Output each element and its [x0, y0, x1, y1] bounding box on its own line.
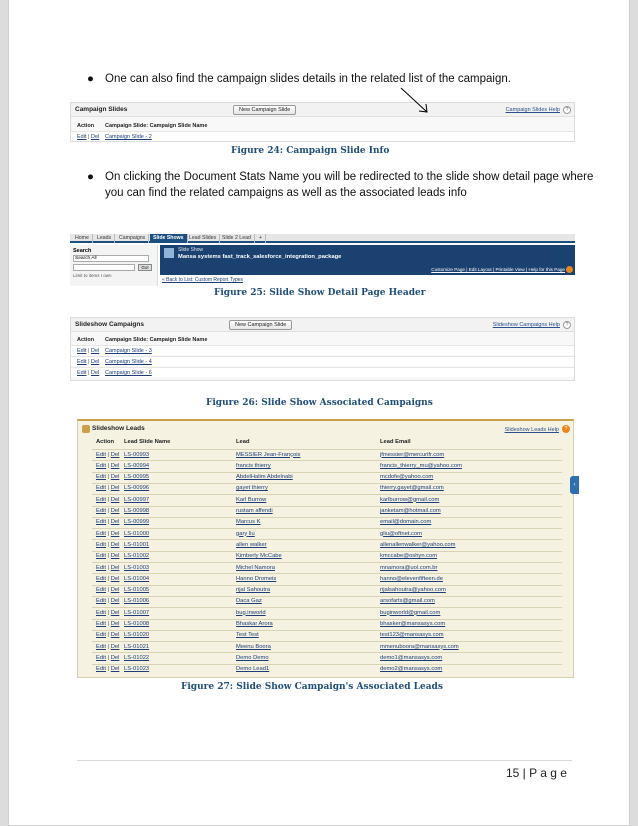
- tab-bar: [70, 234, 575, 243]
- table-row: Edit | Del LS-01006 Daca Gaz arsofarts@gmail.com: [92, 596, 562, 607]
- campaign-slides-help-link[interactable]: Campaign Slides Help: [505, 107, 560, 113]
- lead-email-link[interactable]: email@domain.com: [380, 519, 432, 526]
- document-page: [8, 0, 630, 826]
- lead-link[interactable]: Demo Demo: [236, 654, 269, 661]
- del-link[interactable]: Del: [110, 553, 120, 560]
- back-to-list-link[interactable]: « Back to List: Custom Report Types: [162, 277, 244, 283]
- lead-email-link[interactable]: kmccabe@oshyn.com: [380, 553, 438, 560]
- column-header-action: Action: [96, 439, 115, 445]
- slide-show-detail-header: [70, 228, 575, 286]
- del-link[interactable]: Del: [90, 359, 100, 365]
- column-header-name: Campaign Slide: Campaign Slide Name: [105, 123, 208, 129]
- new-campaign-slide-button[interactable]: New Campaign Slide: [233, 105, 296, 115]
- lead-slide-link[interactable]: LS-01006: [124, 598, 150, 605]
- lead-link[interactable]: allen walker: [236, 541, 267, 548]
- table-row: Edit | Del LS-00999 Marcus K email@domain.com: [92, 517, 562, 528]
- lead-link[interactable]: MESSIER Jean-François: [236, 451, 301, 458]
- search-sidebar: [70, 245, 158, 286]
- column-header-lead: Lead: [236, 439, 250, 445]
- table-row: Edit | Del LS-01000 gary liu gliu@oftnet.com: [92, 528, 562, 539]
- table-row: Edit | Del LS-01003 Michel Namora mnamora@uol.com.br: [92, 562, 562, 573]
- table-row: Edit | Del LS-01001 allen walker allenallenwalker@yahoo.com: [92, 539, 562, 550]
- lead-link[interactable]: Marcus K: [236, 519, 261, 526]
- del-link[interactable]: Del: [110, 575, 120, 582]
- tab-add[interactable]: +: [256, 234, 266, 243]
- slide-show-icon: [164, 248, 174, 258]
- limit-checkbox-label[interactable]: Limit to items I own: [73, 273, 112, 278]
- lead-email-link[interactable]: janketam@hotmail.com: [380, 508, 441, 514]
- related-list-title: Slideshow Leads: [92, 425, 145, 432]
- table-row: Edit | Del Campaign Slide - 6: [71, 367, 574, 377]
- lead-link[interactable]: Meenu Boora: [236, 643, 271, 650]
- related-list-title: Slideshow Campaigns: [75, 321, 144, 328]
- edit-link[interactable]: Edit: [96, 609, 106, 616]
- lead-slide-link[interactable]: LS-01020: [124, 632, 150, 639]
- lead-link[interactable]: rustam affendi: [236, 508, 273, 514]
- table-row: Edit | Del LS-00998 rustam affendi janketam@hotmail.com: [92, 506, 562, 517]
- del-link[interactable]: Del: [110, 609, 120, 616]
- column-header-action: Action: [77, 337, 95, 343]
- edit-link[interactable]: Edit: [96, 621, 106, 627]
- column-header-lead-slide-name: Lead Slide Name: [124, 439, 171, 445]
- edit-link[interactable]: Edit: [96, 451, 106, 458]
- edit-link[interactable]: Edit: [96, 666, 106, 673]
- slideshow-leads-help-link[interactable]: Slideshow Leads Help: [504, 427, 559, 433]
- campaign-slide-link[interactable]: Campaign Slide - 6: [105, 370, 152, 376]
- lead-link[interactable]: bug.inworld: [236, 609, 266, 616]
- edit-link[interactable]: Edit: [77, 359, 87, 365]
- del-link[interactable]: Del: [110, 598, 120, 605]
- del-link[interactable]: Del: [110, 496, 120, 503]
- campaign-slide-link[interactable]: Campaign Slide - 2: [105, 134, 152, 140]
- lead-email-link[interactable]: mmenuboora@mansasys.com: [380, 643, 459, 650]
- related-list-title: Campaign Slides: [75, 106, 128, 113]
- lead-slide-link[interactable]: LS-01001: [124, 541, 150, 548]
- del-link[interactable]: Del: [110, 632, 120, 639]
- tab-lead-slides[interactable]: Lead Slides: [186, 234, 220, 243]
- lead-email-link[interactable]: hanno@elevenfifteen.de: [380, 575, 443, 582]
- lead-link[interactable]: Karl Burrow: [236, 496, 267, 503]
- lead-slide-link[interactable]: LS-01003: [124, 564, 150, 571]
- table-row: Edit | Del LS-01002 Kimberly McCabe kmccabe@oshyn.com: [92, 551, 562, 562]
- lead-slide-link[interactable]: LS-01005: [124, 587, 150, 594]
- search-go-button[interactable]: Go!: [138, 264, 152, 271]
- lead-link[interactable]: gayet thierry: [236, 485, 268, 492]
- lead-email-link[interactable]: test123@mansasys.com: [380, 632, 444, 639]
- bullet-campaign-slides: [87, 72, 607, 88]
- table-row: Edit | Del Campaign Slide - 4: [71, 356, 574, 366]
- lead-slide-link[interactable]: LS-00998: [124, 508, 150, 514]
- tab-slide-2-lead[interactable]: Slide 2 Lead: [219, 234, 255, 243]
- tab-home[interactable]: Home: [72, 234, 93, 243]
- figure-26-caption: Figure 26: Slide Show Associated Campaigns: [206, 398, 433, 408]
- lead-email-link[interactable]: demo1@mansasys.com: [380, 654, 443, 661]
- del-link[interactable]: Del: [110, 519, 120, 526]
- edit-link[interactable]: Edit: [96, 553, 106, 560]
- bullet-text-line-1: On clicking the Document Stats Name you will be redirected to the slide show detail page where: [105, 171, 594, 183]
- lead-email-link[interactable]: demo2@mansasys.com: [380, 666, 443, 673]
- lead-slide-link[interactable]: LS-00995: [124, 474, 150, 481]
- campaign-slides-related-list: [70, 102, 575, 142]
- lead-email-link[interactable]: buginworld@gmail.com: [380, 609, 441, 616]
- lead-link[interactable]: Demo Lead1: [236, 666, 270, 673]
- lead-slide-link[interactable]: LS-00994: [124, 462, 150, 469]
- column-header-action: Action: [77, 123, 95, 129]
- table-row: Edit | Del LS-00995 AbdelHalim Abdelnabi mcdofe@yahoo.com: [92, 472, 562, 483]
- lead-slide-link[interactable]: LS-01021: [124, 643, 150, 650]
- edit-link[interactable]: Edit: [96, 496, 106, 503]
- edit-link[interactable]: Edit: [96, 654, 106, 661]
- figure-24-caption: Figure 24: Campaign Slide Info: [231, 146, 390, 156]
- tab-campaigns[interactable]: Campaigns: [116, 234, 149, 243]
- lead-link[interactable]: Michel Namora: [236, 564, 275, 571]
- lead-email-link[interactable]: karlburrow@gmail.com: [380, 496, 440, 503]
- lead-link[interactable]: AbdelHalim Abdelnabi: [236, 474, 293, 481]
- bullet-text: One can also find the campaign slides details in the related list of the campaign.: [105, 73, 511, 85]
- lead-slide-link[interactable]: LS-00999: [124, 519, 150, 526]
- lead-slide-link[interactable]: LS-01008: [124, 621, 150, 627]
- del-link[interactable]: Del: [110, 462, 120, 469]
- lead-email-link[interactable]: bhasker@mansasys.com: [380, 621, 446, 627]
- lead-link[interactable]: Bhaskar Arora: [236, 621, 273, 627]
- edit-link[interactable]: Edit: [96, 474, 106, 481]
- lead-email-link[interactable]: jfmessier@mercurifr.com: [380, 451, 445, 458]
- search-scope-select[interactable]: Search All: [73, 255, 149, 262]
- table-row: Edit | Del Campaign Slide - 2: [71, 131, 574, 141]
- lead-email-link[interactable]: mnamora@uol.com.br: [380, 564, 438, 571]
- column-header-name: Campaign Slide: Campaign Slide Name: [105, 337, 208, 343]
- del-link[interactable]: Del: [110, 508, 120, 514]
- table-row: Edit | Del LS-01023 Demo Lead1 demo2@mansasys.com: [92, 664, 562, 675]
- bullet-dot: ●: [87, 171, 94, 183]
- lead-slide-link[interactable]: LS-00996: [124, 485, 150, 492]
- bullet-document-stats: [87, 170, 607, 202]
- del-link[interactable]: Del: [110, 666, 120, 673]
- help-icon[interactable]: [566, 266, 573, 273]
- lead-link[interactable]: Kimberly McCabe: [236, 553, 282, 560]
- slideshow-campaigns-related-list: [70, 317, 575, 381]
- edit-link[interactable]: Edit: [96, 632, 106, 639]
- edit-link[interactable]: Edit: [96, 508, 106, 514]
- record-name: Mansa systems fast_track_salesforce_integration_package: [178, 254, 342, 260]
- new-campaign-slide-button[interactable]: New Campaign Slide: [229, 320, 292, 330]
- column-header-lead-email: Lead Email: [380, 439, 411, 445]
- help-icon[interactable]: ?: [563, 106, 571, 114]
- slideshow-leads-related-list: [77, 419, 574, 678]
- lead-email-link[interactable]: gliu@oftnet.com: [380, 530, 422, 537]
- bullet-dot: ●: [87, 73, 94, 85]
- table-row: Edit | Del LS-01021 Meenu Boora mmenuboora@mansasys.com: [92, 641, 562, 652]
- edit-link[interactable]: Edit: [96, 598, 106, 605]
- search-label: Search: [73, 248, 92, 254]
- leads-icon: [82, 425, 90, 433]
- lead-link[interactable]: rijal Sahoutra: [236, 587, 271, 594]
- page-action-links[interactable]: Customize Page | Edit Layout | Printable View | Help for this Page: [431, 267, 565, 272]
- lead-email-link[interactable]: arsofarts@gmail.com: [380, 598, 435, 605]
- figure-27-caption: Figure 27: Slide Show Campaign's Associated Leads: [181, 682, 443, 692]
- table-row: Edit | Del LS-00994 francis thierry francis_thierry_mu@yahoo.com: [92, 460, 562, 471]
- lead-slide-link[interactable]: LS-00997: [124, 496, 150, 503]
- del-link[interactable]: Del: [110, 643, 120, 650]
- edit-link[interactable]: Edit: [96, 530, 106, 537]
- del-link[interactable]: Del: [90, 348, 100, 354]
- record-banner: [160, 245, 575, 275]
- lead-email-link[interactable]: francis_thierry_mu@yahoo.com: [380, 462, 462, 469]
- edit-link[interactable]: Edit: [77, 134, 87, 140]
- edit-link[interactable]: Edit: [96, 575, 106, 582]
- help-icon[interactable]: ?: [562, 425, 570, 433]
- table-row: Edit | Del LS-01022 Demo Demo demo1@mansasys.com: [92, 652, 562, 663]
- lead-link[interactable]: Test Test: [236, 632, 259, 639]
- edit-link[interactable]: Edit: [96, 462, 106, 469]
- del-link[interactable]: Del: [110, 564, 120, 571]
- lead-link[interactable]: gary liu: [236, 530, 255, 537]
- table-row: Edit | Del LS-00993 MESSIER Jean-François jfmessier@mercurifr.com: [92, 449, 562, 460]
- footer-divider: [77, 760, 572, 761]
- edit-link[interactable]: Edit: [96, 541, 106, 548]
- del-link[interactable]: Del: [90, 134, 100, 140]
- del-link[interactable]: Del: [90, 370, 100, 376]
- del-link[interactable]: Del: [110, 587, 120, 594]
- table-row: Edit | Del LS-01020 Test Test test123@mansasys.com: [92, 630, 562, 641]
- lead-slide-link[interactable]: LS-01023: [124, 666, 150, 673]
- table-row: Edit | Del LS-00996 gayet thierry thierry.gayet@gmail.com: [92, 483, 562, 494]
- campaign-slide-link[interactable]: Campaign Slide - 4: [105, 359, 152, 365]
- edit-link[interactable]: Edit: [96, 643, 106, 650]
- edit-link[interactable]: Edit: [96, 564, 106, 571]
- table-row: Edit | Del LS-01004 Hanno Dromeis hanno@elevenfifteen.de: [92, 573, 562, 584]
- lead-slide-link[interactable]: LS-01022: [124, 654, 150, 661]
- lead-slide-link[interactable]: LS-01000: [124, 530, 150, 537]
- lead-slide-link[interactable]: LS-01004: [124, 575, 150, 582]
- pointer-arrow-icon: [399, 86, 431, 116]
- sidebar-toggle-icon[interactable]: ‹: [570, 476, 579, 494]
- edit-link[interactable]: Edit: [77, 348, 87, 354]
- lead-link[interactable]: Daca Gaz: [236, 598, 262, 605]
- del-link[interactable]: Del: [110, 530, 120, 537]
- search-input[interactable]: [73, 264, 135, 271]
- del-link[interactable]: Del: [110, 541, 120, 548]
- object-label: Slide Show: [178, 247, 204, 253]
- del-link[interactable]: Del: [110, 654, 120, 661]
- tab-slide-shows[interactable]: Slide Shows: [150, 234, 188, 243]
- lead-email-link[interactable]: thierry.gayet@gmail.com: [380, 485, 444, 492]
- slideshow-campaigns-help-link[interactable]: Slideshow Campaigns Help: [492, 322, 560, 328]
- lead-slide-link[interactable]: LS-01007: [124, 609, 150, 616]
- table-row: Edit | Del LS-01007 bug.inworld buginworld@gmail.com: [92, 607, 562, 618]
- related-list-header: [71, 103, 574, 117]
- del-link[interactable]: Del: [110, 451, 120, 458]
- del-link[interactable]: Del: [110, 621, 120, 627]
- del-link[interactable]: Del: [110, 474, 120, 481]
- edit-link[interactable]: Edit: [96, 485, 106, 492]
- table-row: Edit | Del LS-00997 Karl Burrow karlburrow@gmail.com: [92, 494, 562, 505]
- lead-email-link[interactable]: rijalsahoutra@yahoo.com: [380, 587, 446, 594]
- figure-25-caption: Figure 25: Slide Show Detail Page Header: [214, 288, 426, 298]
- lead-email-link[interactable]: mcdofe@yahoo.com: [380, 474, 434, 481]
- table-row: Edit | Del Campaign Slide - 3: [71, 345, 574, 355]
- lead-email-link[interactable]: allenallenwalker@yahoo.com: [380, 541, 456, 548]
- del-link[interactable]: Del: [110, 485, 120, 492]
- lead-link[interactable]: Hanno Dromeis: [236, 575, 277, 582]
- edit-link[interactable]: Edit: [77, 370, 87, 376]
- lead-slide-link[interactable]: LS-00993: [124, 451, 150, 458]
- edit-link[interactable]: Edit: [96, 587, 106, 594]
- table-row: Edit | Del LS-01008 Bhaskar Arora bhasker@mansasys.com: [92, 619, 562, 630]
- campaign-slide-link[interactable]: Campaign Slide - 3: [105, 348, 152, 354]
- page-number: 15 | P a g e: [506, 766, 567, 780]
- help-icon[interactable]: ?: [563, 321, 571, 329]
- lead-slide-link[interactable]: LS-01002: [124, 553, 150, 560]
- lead-link[interactable]: francis thierry: [236, 462, 271, 469]
- tab-leads[interactable]: Leads: [94, 234, 115, 243]
- table-row: Edit | Del LS-01005 rijal Sahoutra rijalsahoutra@yahoo.com: [92, 585, 562, 596]
- edit-link[interactable]: Edit: [96, 519, 106, 526]
- bullet-text-line-2: you can find the related campaigns as well as the associated leads info: [105, 187, 467, 199]
